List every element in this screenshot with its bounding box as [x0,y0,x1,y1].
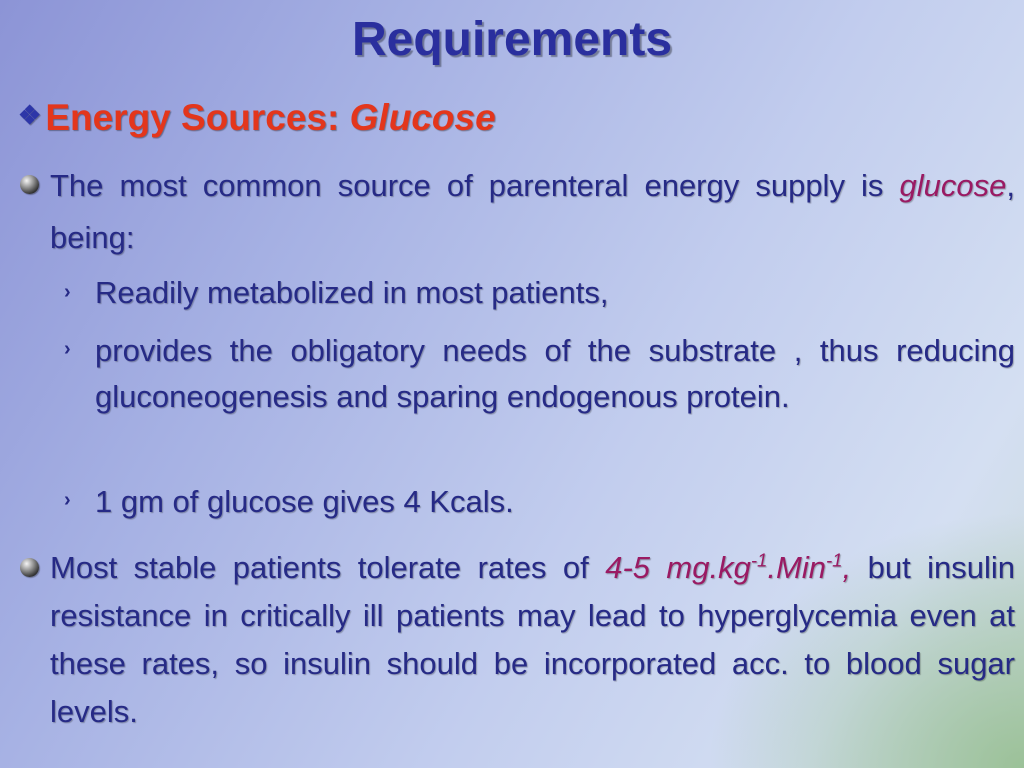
slide-title: Requirements [351,13,673,66]
rate-exponent-1: -1 [750,549,768,571]
heading-prefix: Energy Sources: [45,97,350,138]
bullet-paragraph-1 [50,160,1015,264]
rate-value [605,550,851,585]
chevron-right-icon: › [64,281,71,303]
chevron-right-icon: › [64,489,71,511]
sub-bullet-2: provides the obligatory needs of the substrate , thus reducing gluconeogenesis and sparing endogenous protein. [95,333,1015,414]
rate-mid: .Min [767,550,826,585]
bullet-2-text-a: Most stable patients tolerate rates of [50,550,606,585]
round-bullet-icon [20,175,39,194]
rate-comma: , [842,550,852,585]
sub-bullet-1: Readily metabolized in most patients, [95,275,609,310]
heading-emphasis: Glucose [349,97,496,138]
section-heading [18,98,496,139]
bullet-1-text-b: , being: [50,168,1015,255]
rate-prefix: 4-5 mg.kg [605,550,751,585]
chevron-right-icon: › [64,338,71,360]
sub-bullet-3: 1 gm of glucose gives 4 Kcals. [95,484,514,519]
bullet-1-text-a: The most common source of parenteral energy supply is [50,168,900,203]
bullet-1-emphasis: glucose [899,168,1007,203]
rate-exponent-2: -1 [825,549,843,571]
diamond-bullet-icon: ❖ [18,100,42,130]
bullet-2-text-b: but insulin resistance in critically ill patients may lead to hyperglycemia even at these rates, so insulin should be incorporated acc. to blood sugar levels. [50,550,1015,729]
bullet-paragraph-2 [50,544,1015,736]
round-bullet-icon [20,558,39,577]
